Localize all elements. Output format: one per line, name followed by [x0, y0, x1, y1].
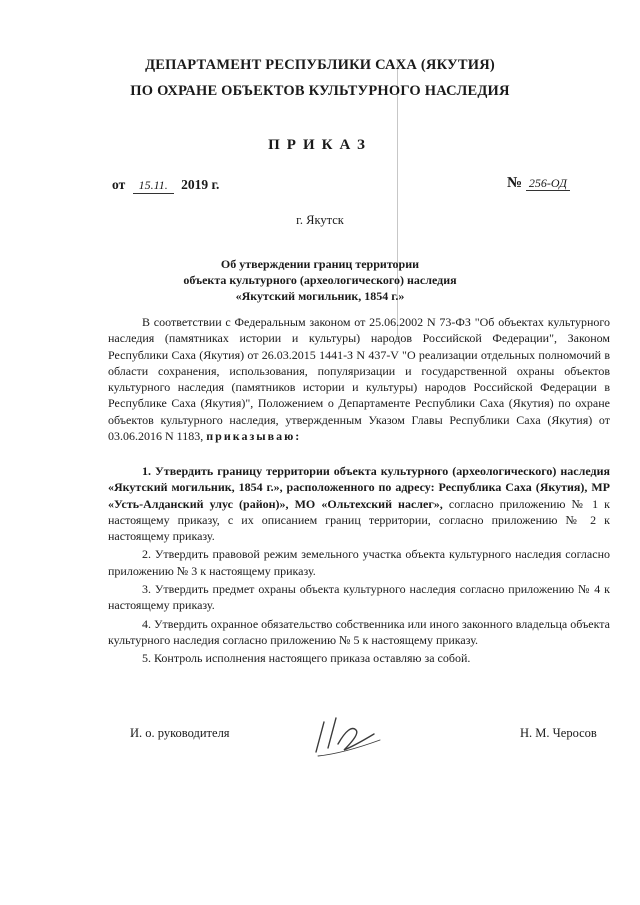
order-item: [108, 463, 610, 544]
signatory-title: И. о. руководителя: [130, 726, 230, 740]
preamble-text: В соответствии с Федеральным законом от 25.06.2002 N 73-ФЗ "Об объектах культурного наследия (памятниках истории и культуры) народов Российской Федерации", Законом Республики Саха (Якутия) от 26.03.2015 1441-З N 437-V "О реализации отдельных полномочий в области сохранения, использования, популяризации и государственной охраны объектов культурного наследия (памятников истории и культуры) народов Российской Федерации в Республике Саха (Якутия)", Положением о Департаменте Республики Саха (Якутия) по охране объектов культурного наследия, утвержденным Указом Главы Республики Саха (Якутия) от 03.06.2016 N 1183,: [108, 315, 610, 444]
order-items: [108, 463, 610, 669]
order-item: [108, 650, 610, 666]
preamble-paragraph: [108, 314, 610, 444]
city: г. Якутск: [296, 213, 344, 227]
department-name-line2: ПО ОХРАНЕ ОБЪЕКТОВ КУЛЬТУРНОГО НАСЛЕДИЯ: [130, 83, 510, 99]
number-sign: №: [507, 175, 523, 191]
subject-line2: объекта культурного (археологического) наследия: [183, 273, 457, 287]
subject-line3: «Якутский могильник, 1854 г.»: [235, 289, 405, 303]
item-bold: 1. Утвердить границу территории объекта культурного (археологического) наследия «Якутский могильник, 1854 г.», расположенного по адресу: Республика Саха (Якутия), МР «Усть-Алданский улус (район)», МО «Ольтехский наслег»,: [108, 464, 610, 511]
item-text: 5. Контроль исполнения настоящего приказа оставляю за собой.: [142, 651, 471, 666]
date-handwritten: 15.11.: [133, 178, 174, 194]
order-item: [108, 546, 610, 579]
subject-line1: Об утверждении границ территории: [220, 257, 420, 271]
item-text: 3. Утвердить предмет охраны объекта культурного наследия согласно приложению № 4 к настоящему приказу.: [108, 582, 610, 613]
order-item: [108, 581, 610, 614]
item-text: согласно приложению № 1 к настоящему приказу, с их описанием границ территории, согласно приложению № 2 к настоящему приказу.: [108, 496, 610, 544]
date-prefix: от: [112, 177, 126, 192]
item-text: 2. Утвердить правовой режим земельного участка объекта культурного наследия согласно приложению № 3 к настоящему приказу.: [108, 547, 610, 578]
handwritten-signature: [308, 704, 388, 764]
order-word: приказываю:: [206, 429, 302, 444]
order-date: [112, 177, 219, 194]
order-item: [108, 616, 610, 649]
department-name-line1: ДЕПАРТАМЕНТ РЕСПУБЛИКИ САХА (ЯКУТИЯ): [145, 57, 495, 73]
date-year: 2019 г.: [181, 177, 220, 192]
number-handwritten: 256-ОД: [526, 176, 570, 191]
order-title: ПРИКАЗ: [268, 137, 372, 153]
signer-name: Н. М. Черосов: [520, 726, 597, 740]
item-text: 4. Утвердить охранное обязательство собственника или иного законного владельца объекта культурного наследия согласно приложению № 5 к настоящему приказу.: [108, 616, 610, 647]
order-number: [507, 175, 570, 192]
